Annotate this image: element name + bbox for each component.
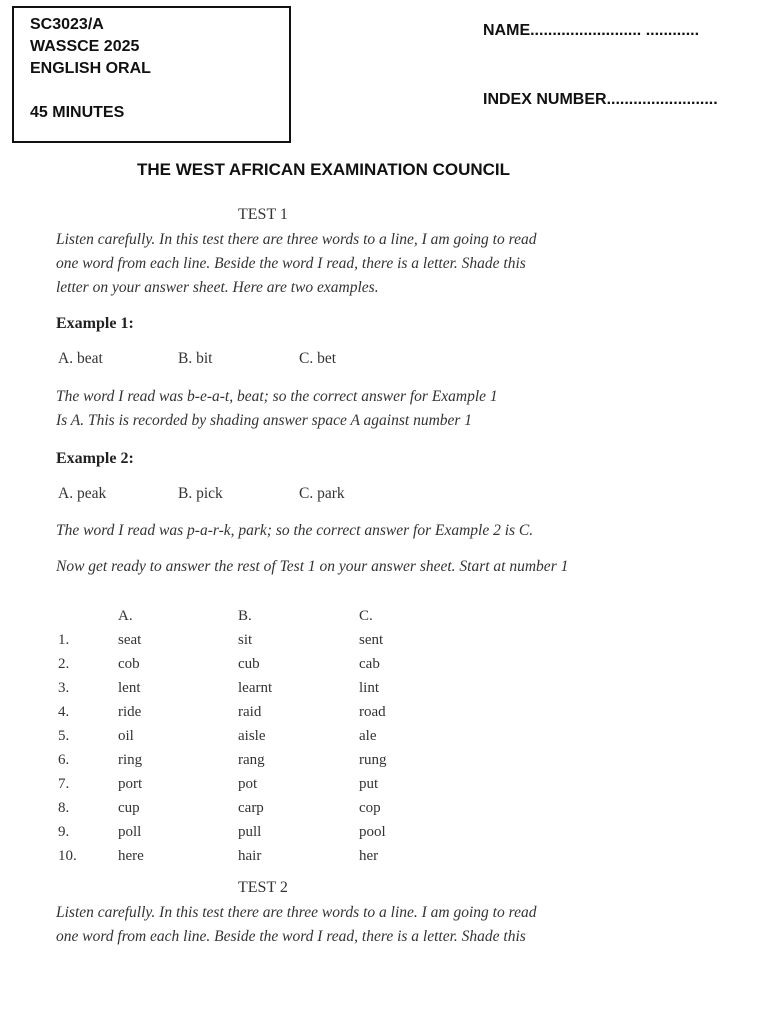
word-a: port bbox=[118, 775, 143, 792]
column-header-c: C. bbox=[359, 607, 373, 624]
word-a: cob bbox=[118, 655, 140, 672]
word-c: sent bbox=[359, 631, 384, 648]
table-row bbox=[58, 748, 439, 772]
table-row bbox=[58, 844, 439, 868]
name-field: NAME......................... ............ bbox=[483, 22, 700, 39]
word-a: oil bbox=[118, 727, 134, 744]
table-row bbox=[58, 772, 439, 796]
word-a: cup bbox=[118, 799, 140, 816]
example1-explanation: Is A. This is recorded by shading answer space A against number 1 bbox=[56, 412, 473, 429]
example2-heading: Example 2: bbox=[56, 450, 134, 467]
word-b: sit bbox=[238, 631, 253, 648]
example1-option-a: A. beat bbox=[58, 350, 103, 367]
row-number: 7. bbox=[58, 775, 70, 792]
table-row bbox=[58, 676, 439, 700]
word-a: seat bbox=[118, 631, 142, 648]
word-c: lint bbox=[359, 679, 380, 696]
word-b: pot bbox=[238, 775, 258, 792]
row-number: 1. bbox=[58, 631, 70, 648]
test1-instruction-line: Listen carefully. In this test there are three words to a line, I am going to read bbox=[56, 231, 537, 248]
word-c: her bbox=[359, 847, 379, 864]
test2-instruction-line: Listen carefully. In this test there are three words to a line. I am going to read bbox=[56, 904, 537, 921]
test1-instruction-line: letter on your answer sheet. Here are two examples. bbox=[56, 279, 379, 296]
test2-title: TEST 2 bbox=[238, 879, 288, 896]
example2-option-a: A. peak bbox=[58, 485, 107, 502]
example1-option-b: B. bit bbox=[178, 350, 213, 367]
word-b: raid bbox=[238, 703, 262, 720]
row-number: 4. bbox=[58, 703, 70, 720]
table-row bbox=[58, 700, 439, 724]
example2-option-b: B. pick bbox=[178, 485, 223, 502]
row-number: 6. bbox=[58, 751, 70, 768]
test1-title: TEST 1 bbox=[238, 206, 288, 223]
word-c: road bbox=[359, 703, 386, 720]
table-row bbox=[58, 820, 439, 844]
test1-instruction-line: one word from each line. Beside the word I read, there is a letter. Shade this bbox=[56, 255, 526, 272]
column-header-b: B. bbox=[238, 607, 252, 624]
row-number: 8. bbox=[58, 799, 70, 816]
exam-name: WASSCE 2025 bbox=[30, 38, 140, 55]
word-a: lent bbox=[118, 679, 141, 696]
word-b: aisle bbox=[238, 727, 266, 744]
table-header-row bbox=[58, 604, 439, 628]
word-c: pool bbox=[359, 823, 386, 840]
word-a: ring bbox=[118, 751, 143, 768]
word-c: put bbox=[359, 775, 379, 792]
word-b: rang bbox=[238, 751, 265, 768]
exam-info-box bbox=[12, 6, 291, 143]
word-a: ride bbox=[118, 703, 142, 720]
table-row bbox=[58, 652, 439, 676]
word-c: cop bbox=[359, 799, 381, 816]
row-number: 9. bbox=[58, 823, 70, 840]
table-row bbox=[58, 628, 439, 652]
test2-instruction-line: one word from each line. Beside the word I read, there is a letter. Shade this bbox=[56, 928, 526, 945]
word-c: cab bbox=[359, 655, 380, 672]
word-c: rung bbox=[359, 751, 387, 768]
word-b: cub bbox=[238, 655, 260, 672]
example1-option-c: C. bet bbox=[299, 350, 337, 367]
table-row bbox=[58, 796, 439, 820]
word-a: here bbox=[118, 847, 144, 864]
row-number: 10. bbox=[58, 847, 77, 864]
table-row bbox=[58, 724, 439, 748]
row-number: 2. bbox=[58, 655, 70, 672]
word-b: hair bbox=[238, 847, 262, 864]
word-a: poll bbox=[118, 823, 142, 840]
word-b: carp bbox=[238, 799, 264, 816]
exam-subject: ENGLISH ORAL bbox=[30, 60, 151, 77]
example1-heading: Example 1: bbox=[56, 315, 134, 332]
ready-instruction: Now get ready to answer the rest of Test 1 on your answer sheet. Start at number 1 bbox=[56, 558, 569, 575]
word-b: learnt bbox=[238, 679, 273, 696]
index-number-field: INDEX NUMBER......................... bbox=[483, 91, 718, 108]
word-table bbox=[58, 604, 439, 868]
exam-code: SC3023/A bbox=[30, 16, 104, 33]
example1-explanation: The word I read was b-e-a-t, beat; so the correct answer for Example 1 bbox=[56, 388, 498, 405]
column-header-a: A. bbox=[118, 607, 133, 624]
council-title: THE WEST AFRICAN EXAMINATION COUNCIL bbox=[137, 160, 511, 179]
exam-duration: 45 MINUTES bbox=[30, 104, 125, 121]
example2-option-c: C. park bbox=[299, 485, 345, 502]
example2-explanation: The word I read was p-a-r-k, park; so the correct answer for Example 2 is C. bbox=[56, 522, 534, 539]
word-c: ale bbox=[359, 727, 377, 744]
word-b: pull bbox=[238, 823, 262, 840]
row-number: 3. bbox=[58, 679, 70, 696]
row-number: 5. bbox=[58, 727, 70, 744]
